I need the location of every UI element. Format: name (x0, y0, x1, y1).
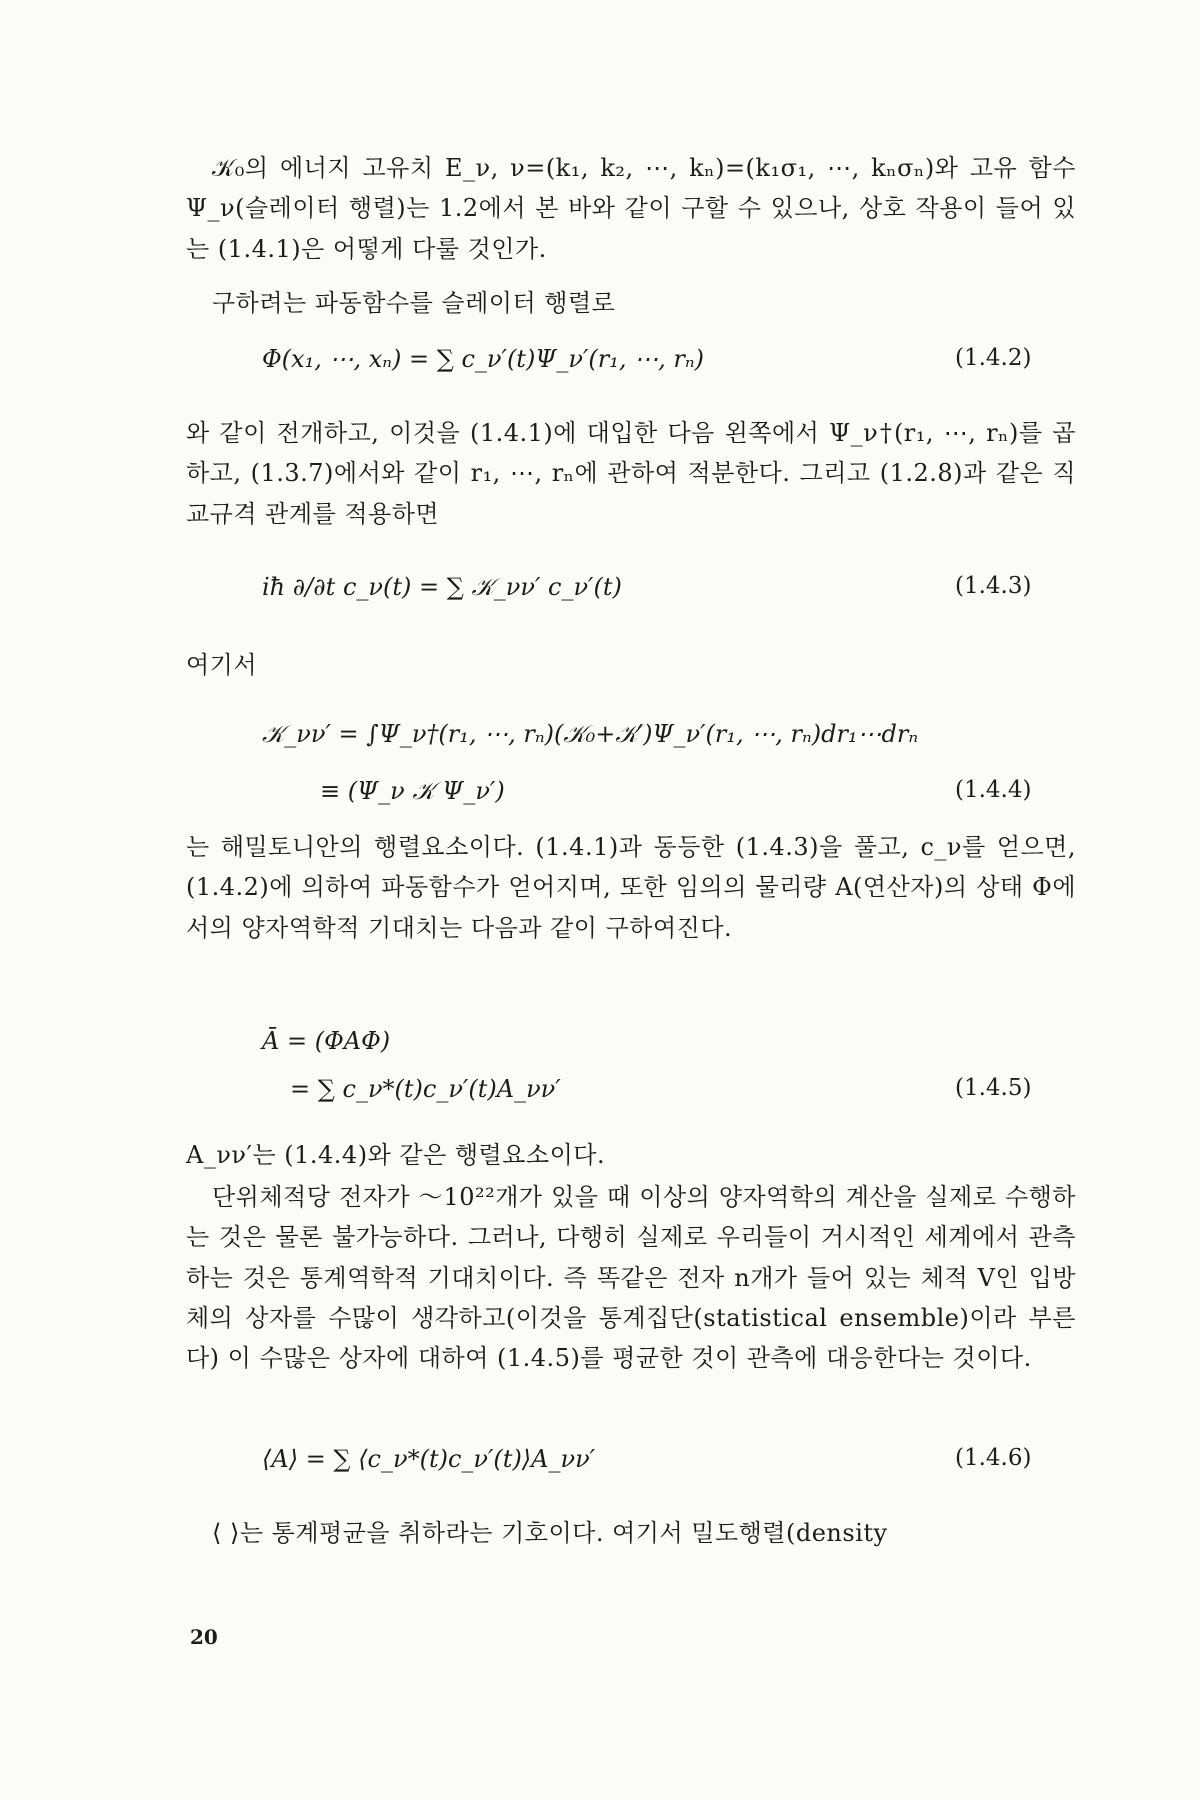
paragraph-density-matrix: ⟨ ⟩는 통계평균을 취하라는 기호이다. 여기서 밀도행렬(density (212, 1519, 888, 1547)
paragraph-substitution: 와 같이 전개하고, 이것을 (1.4.1)에 대입한 다음 왼쪽에서 Ψ_ν†(r₁, ⋯, rₙ)를 곱하고, (1.3.7)에서와 같이 r₁, ⋯, rₙ에 관하여 적분한다. 그리고 (1.2.8)과 같은 직교규격 관계를 적용하면 (186, 419, 1076, 528)
paragraph-where: 여기서 (186, 651, 258, 679)
page-number: 20 (190, 1625, 218, 1649)
equation-number-1-4-5: (1.4.5) (955, 1075, 1032, 1101)
equation-number-1-4-4: (1.4.4) (955, 777, 1032, 803)
paragraph-statistical-ensemble: 단위체적당 전자가 ～10²²개가 있을 때 이상의 양자역학의 계산을 실제로 수행하는 것은 물론 불가능하다. 그러나, 다행히 실제로 우리들이 거시적인 세계에서 관측하는 것은 통계역학적 기대치이다. 즉 똑같은 전자 n개가 들어 있는 체적 V인 입방체의 상자를 수많이 생각하고(이것을 통계집단(statistical ensemble)이라 부른다) 이 수많은 상자에 대하여 (1.4.5)를 평균한 것이 관측에 대응한다는 것이다. (186, 1183, 1076, 1373)
paragraph-intro: 𝒦₀의 에너지 고유치 E_ν, ν=(k₁, k₂, ⋯, kₙ)=(k₁σ₁, ⋯, kₙσₙ)와 고유 함수 Ψ_ν(슬레이터 행렬)는 1.2에서 본 바와 같이 구할 수 있으나, 상호 작용이 들어 있는 (1.4.1)은 어떻게 다룰 것인가. (186, 154, 1076, 263)
equation-1-4-3: iħ ∂/∂t c_ν(t) = ∑ 𝒦_νν′ c_ν′(t) (262, 573, 622, 601)
equation-number-1-4-3: (1.4.3) (955, 573, 1032, 599)
equation-number-1-4-2: (1.4.2) (955, 345, 1032, 371)
equation-number-1-4-6: (1.4.6) (955, 1445, 1032, 1471)
equation-1-4-4-line2: ≡ (Ψ_ν 𝒦 Ψ_ν′) (320, 777, 505, 805)
equation-1-4-2: Φ(x₁, ⋯, xₙ) = ∑ c_ν′(t)Ψ_ν′(r₁, ⋯, rₙ) (262, 345, 704, 373)
paragraph-expansion-lead: 구하려는 파동함수를 슬레이터 행렬로 (212, 289, 616, 317)
equation-1-4-6: ⟨A⟩ = ∑ ⟨c_ν*(t)c_ν′(t)⟩A_νν′ (262, 1445, 596, 1473)
equation-1-4-4-line1: 𝒦_νν′ = ∫Ψ_ν†(r₁, ⋯, rₙ)(𝒦₀+𝒦′)Ψ_ν′(r₁, ⋯, rₙ)dr₁⋯drₙ (262, 720, 919, 748)
paragraph-hamiltonian-elements: 는 해밀토니안의 행렬요소이다. (1.4.1)과 동등한 (1.4.3)을 풀고, c_ν를 얻으면, (1.4.2)에 의하여 파동함수가 얻어지며, 또한 임의의 물리량 A(연산자)의 상태 Φ에서의 양자역학적 기대치는 다음과 같이 구하여진다. (186, 833, 1076, 942)
equation-1-4-5-line2: = ∑ c_ν*(t)c_ν′(t)A_νν′ (290, 1075, 561, 1103)
equation-1-4-5-line1: Ā = (ΦAΦ) (262, 1027, 391, 1055)
paragraph-matrix-element-note: A_νν′는 (1.4.4)와 같은 행렬요소이다. (186, 1141, 606, 1169)
